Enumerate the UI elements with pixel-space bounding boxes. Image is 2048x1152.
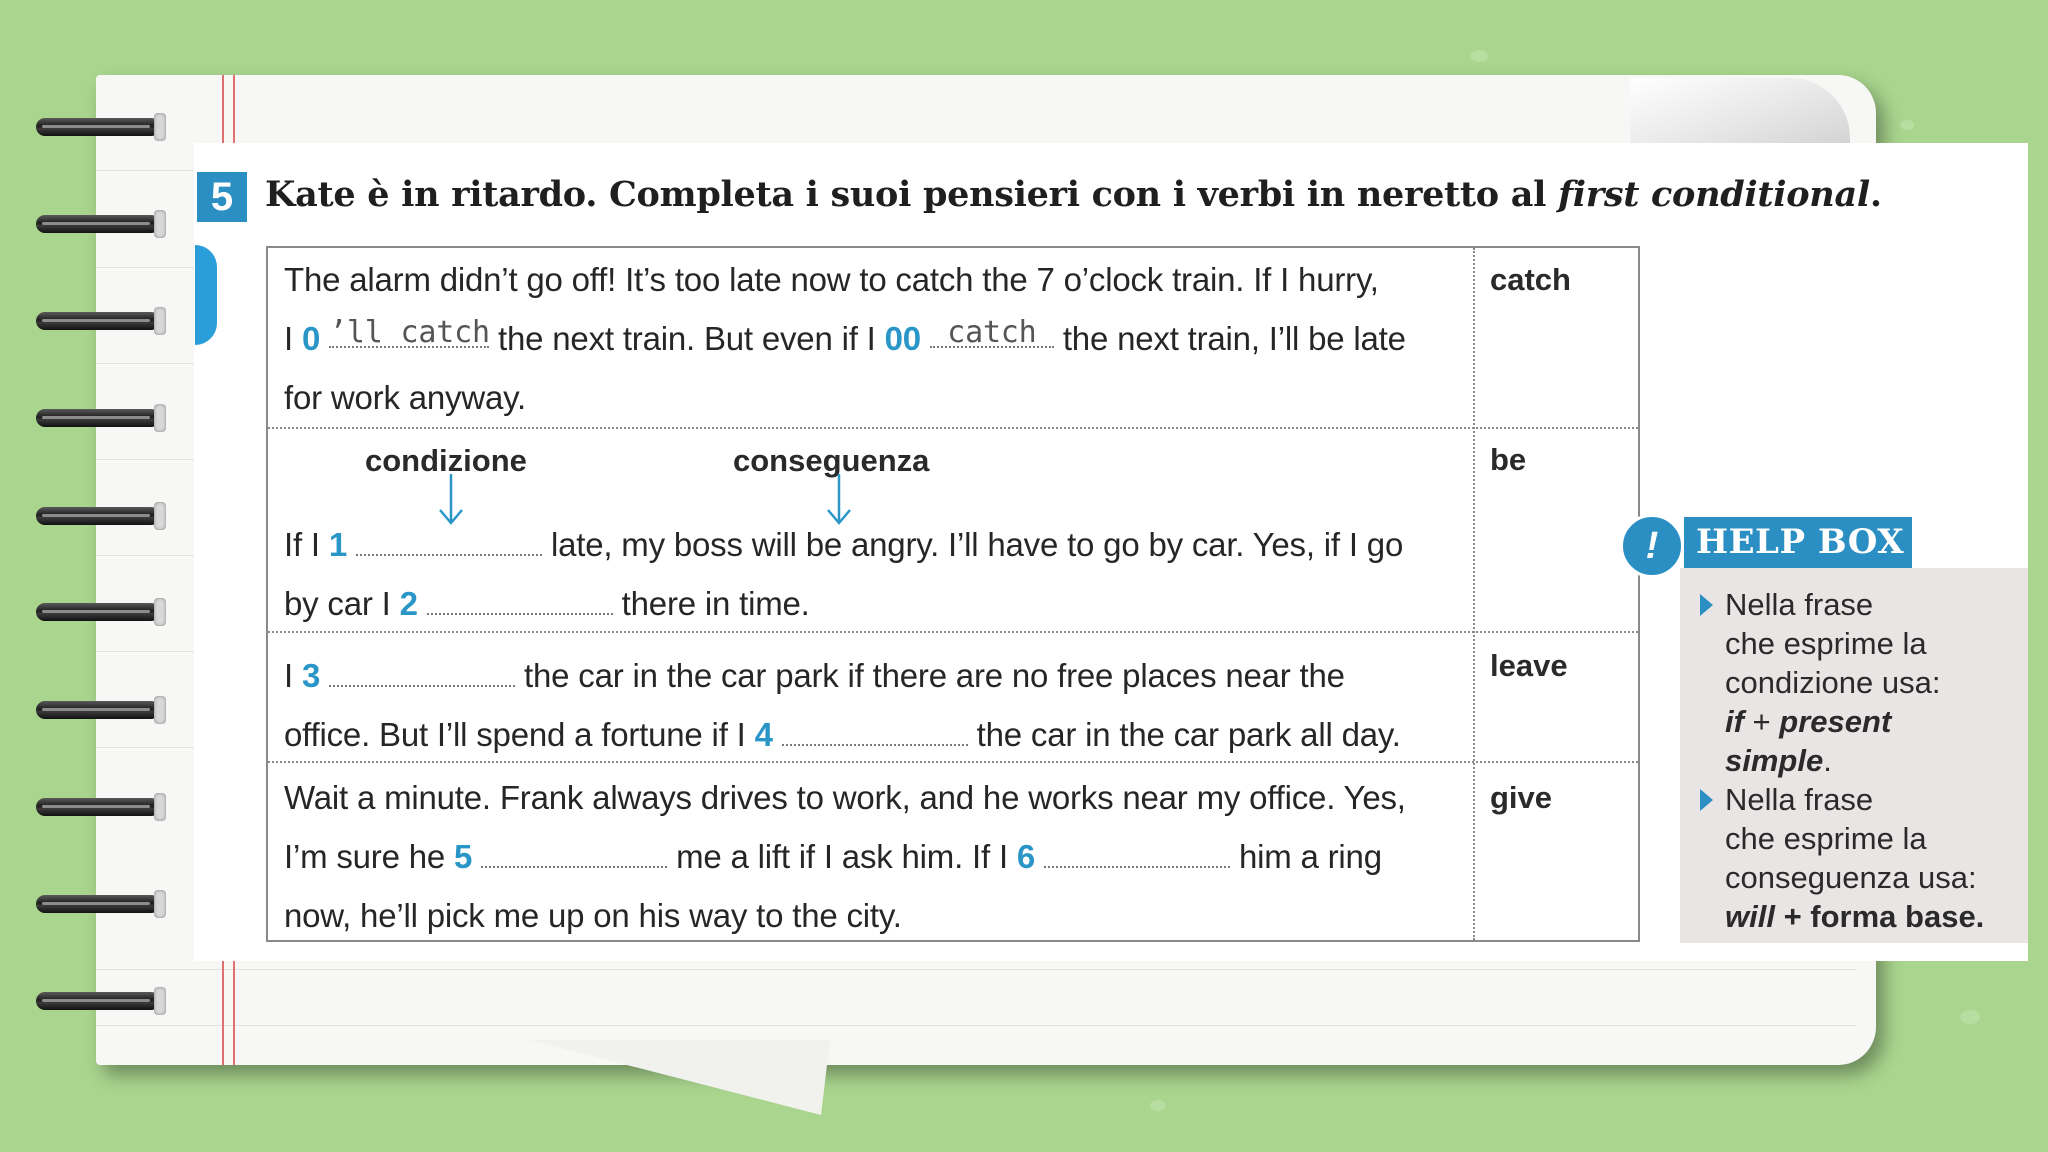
help-dot: . xyxy=(1823,743,1832,778)
example-answer-0: ’ll catch xyxy=(329,315,490,350)
title-end: . xyxy=(1869,174,1882,215)
item-number-3: 3 xyxy=(301,657,321,694)
help-item2-line1: Nella frase xyxy=(1725,782,1874,817)
spiral-ring xyxy=(36,208,164,240)
item-number-1: 1 xyxy=(328,526,347,563)
verb-be: be xyxy=(1490,442,1527,477)
s4-line2 xyxy=(284,838,1382,876)
s2-l2-pre: by car I xyxy=(284,585,391,622)
item-number-5: 5 xyxy=(454,838,473,875)
spiral-ring xyxy=(36,500,164,532)
help-item2-line4 xyxy=(1725,899,1984,935)
help-simple: simple xyxy=(1725,743,1824,778)
help-item1-line3: condizione usa: xyxy=(1725,665,1941,700)
s4-line3: now, he’ll pick me up on his way to the city. xyxy=(284,897,902,934)
answer-blank-2[interactable] xyxy=(427,587,613,615)
background-speck xyxy=(1960,1010,1980,1024)
help-plus: + xyxy=(1743,704,1780,739)
s3-line1 xyxy=(284,657,1345,695)
s4-l2-post: him a ring xyxy=(1238,838,1382,875)
down-arrow-icon xyxy=(436,472,466,527)
spiral-ring xyxy=(36,596,164,628)
bullet-triangle-icon xyxy=(1700,594,1713,616)
s1-line2 xyxy=(284,315,1406,358)
s2-l1-pre: If I xyxy=(284,526,320,563)
exercise-number: 5 xyxy=(197,172,247,222)
s2-line1 xyxy=(284,526,1403,564)
answer-blank-3[interactable] xyxy=(329,659,515,687)
help-item2-line3: conseguenza usa: xyxy=(1725,860,1977,895)
spiral-ring xyxy=(36,985,164,1017)
spiral-ring xyxy=(36,694,164,726)
background-speck xyxy=(1900,120,1914,130)
s4-l2-pre: I’m sure he xyxy=(284,838,446,875)
spiral-ring xyxy=(36,888,164,920)
verb-column-divider xyxy=(1473,248,1475,940)
answer-blank-4[interactable] xyxy=(782,718,968,746)
help-will: will xyxy=(1725,899,1775,934)
help-forma-base: + forma base. xyxy=(1774,899,1985,934)
title-text: Kate è in ritardo. Completa i suoi pensieri con i verbi in neretto al xyxy=(265,174,1558,215)
s3-l2-post: the car in the car park all day. xyxy=(976,716,1401,753)
help-box-title: HELP BOX xyxy=(1696,522,1905,562)
row-divider xyxy=(268,427,1638,429)
answer-blank-0 xyxy=(329,315,490,350)
exercise-title xyxy=(265,174,1882,215)
title-italic: first conditional xyxy=(1557,174,1870,215)
answer-blank-1[interactable] xyxy=(356,528,542,556)
spiral-ring xyxy=(36,402,164,434)
help-if: if xyxy=(1725,704,1744,739)
help-item1-line5 xyxy=(1725,743,1832,779)
s3-l1-pre: I xyxy=(284,657,293,694)
row-divider xyxy=(268,761,1638,763)
help-present: present xyxy=(1779,704,1892,739)
background-speck xyxy=(1470,50,1488,62)
answer-blank-5[interactable] xyxy=(481,840,667,868)
s1-line1: The alarm didn’t go off! It’s too late now to catch the 7 o’clock train. If I hurry, xyxy=(284,261,1379,298)
condition-label: condizione xyxy=(365,443,527,478)
row-divider xyxy=(268,631,1638,633)
s4-line1: Wait a minute. Frank always drives to work, and he works near my office. Yes, xyxy=(284,779,1406,816)
bullet-triangle-icon xyxy=(1700,789,1713,811)
background-speck xyxy=(1150,1100,1166,1111)
help-item1-line2: che esprime la xyxy=(1725,626,1927,661)
spiral-ring xyxy=(36,305,164,337)
answer-blank-00 xyxy=(930,315,1054,350)
s1-line3: for work anyway. xyxy=(284,379,526,416)
answer-blank-6[interactable] xyxy=(1044,840,1230,868)
help-item2-line2: che esprime la xyxy=(1725,821,1927,856)
s2-line2 xyxy=(284,585,810,623)
down-arrow-icon xyxy=(824,472,854,527)
s3-line2 xyxy=(284,716,1401,754)
consequence-label: conseguenza xyxy=(733,443,930,478)
s2-l1-post: late, my boss will be angry. I’ll have to go by car. Yes, if I go xyxy=(550,526,1404,563)
verb-catch: catch xyxy=(1490,262,1571,297)
item-number-0: 0 xyxy=(301,320,321,357)
s4-l2-mid: me a lift if I ask him. If I xyxy=(676,838,1008,875)
s1-l2-pre: I xyxy=(284,320,293,357)
exclamation-icon: ! xyxy=(1620,514,1684,578)
s3-l2-pre: office. But I’ll spend a fortune if I xyxy=(284,716,746,753)
verb-leave: leave xyxy=(1490,648,1568,683)
page-fold xyxy=(530,1040,830,1115)
item-number-6: 6 xyxy=(1016,838,1036,875)
help-item1-line4 xyxy=(1725,704,1891,740)
item-number-4: 4 xyxy=(754,716,773,753)
help-item1-line1: Nella frase xyxy=(1725,587,1874,622)
spiral-ring xyxy=(36,791,164,823)
decorative-half-circle xyxy=(195,245,217,345)
s3-l1-post: the car in the car park if there are no free places near the xyxy=(524,657,1345,694)
example-answer-00: catch xyxy=(947,315,1037,350)
verb-give: give xyxy=(1490,780,1553,815)
item-number-00: 00 xyxy=(884,320,921,357)
s1-l2-mid: the next train. But even if I xyxy=(498,320,876,357)
s1-l2-post: the next train, I’ll be late xyxy=(1062,320,1406,357)
item-number-2: 2 xyxy=(399,585,418,622)
s2-l2-post: there in time. xyxy=(621,585,810,622)
spiral-ring xyxy=(36,111,164,143)
